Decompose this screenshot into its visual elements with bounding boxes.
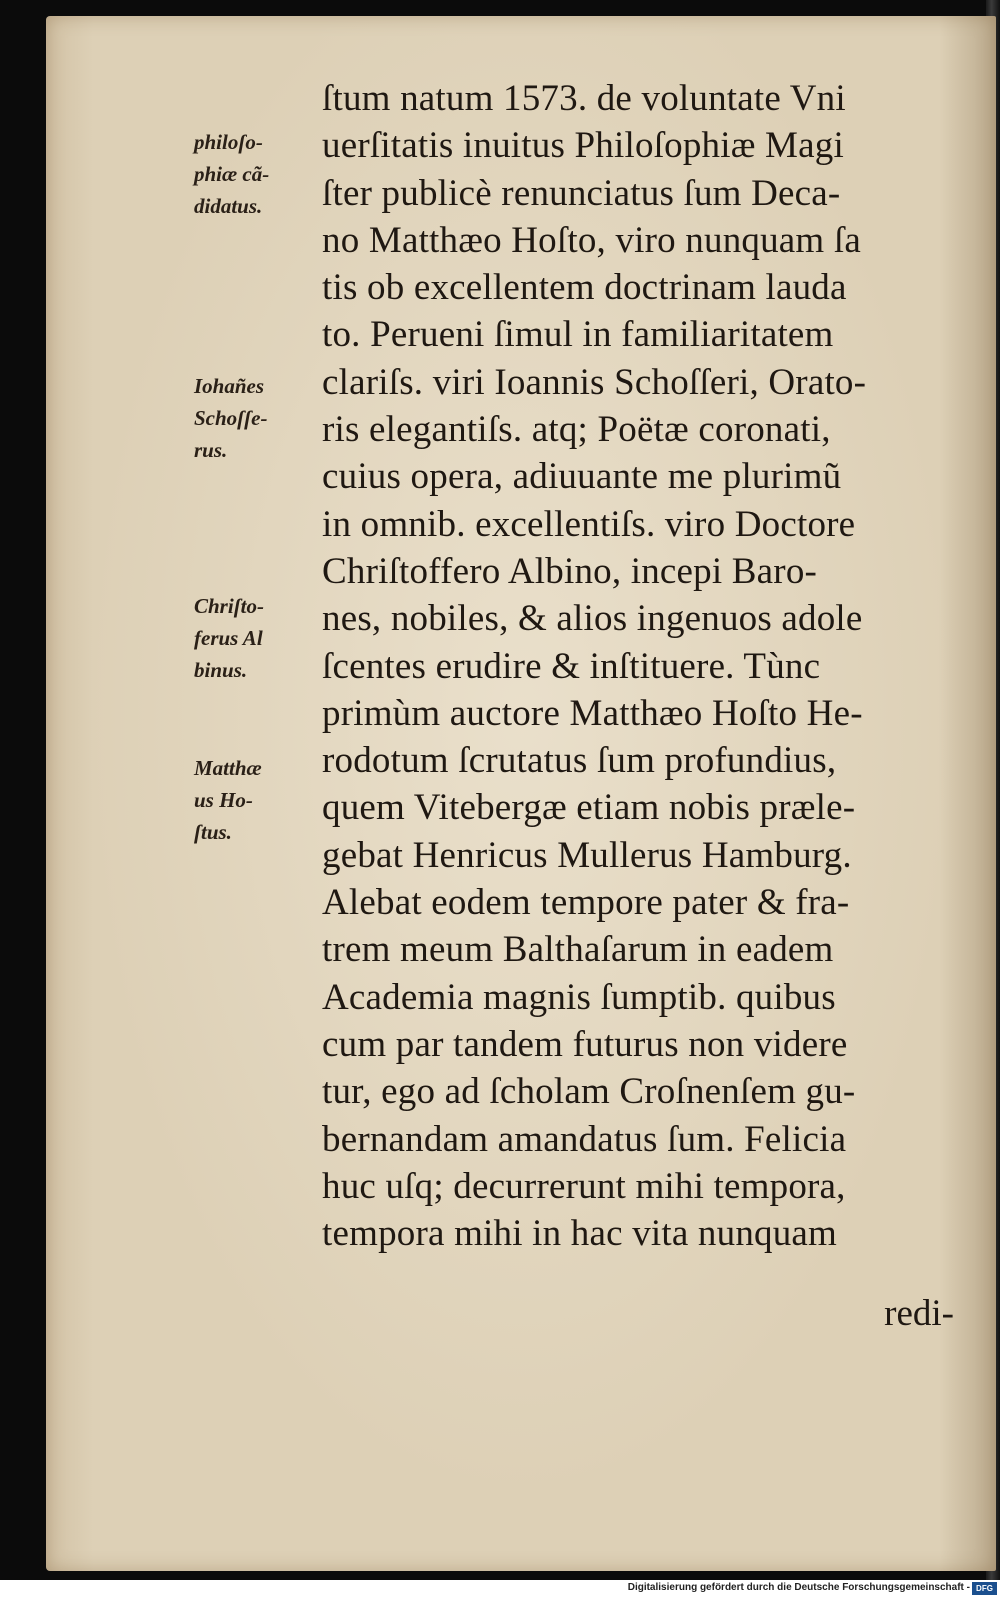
text-line: tempora mihi in hac vita nunquam <box>322 1213 838 1255</box>
text-line: huc uſq; decurrerunt mihi tempora, <box>322 1165 846 1207</box>
text-line: trem meum Balthaſarum in eadem <box>322 929 834 971</box>
text-line: rodotum ſcrutatus ſum profundius, <box>322 740 837 782</box>
main-text-block <box>322 75 962 1257</box>
margin-note-johannes-schosserus: Iohañes Schoſſe- rus. <box>194 374 268 462</box>
text-line: Alebat eodem tempore pater & fra- <box>322 882 850 924</box>
text-line: ſtum natum 1573. de voluntate Vni <box>322 78 846 119</box>
text-line: ſcentes erudire & inſtituere. Tùnc <box>322 645 821 687</box>
text-line: Academia magnis ſumptib. quibus <box>322 976 836 1018</box>
text-line: Chriſtoffero Albino, incepi Baro- <box>322 550 818 592</box>
text-line: cuius opera, adiuuante me plurimũ <box>322 456 842 498</box>
text-line: no Matthæo Hoſto, viro nunquam ſa <box>322 219 861 261</box>
dfg-logo: DFG <box>972 1582 997 1595</box>
text-line: cum par tandem futurus non videre <box>322 1023 848 1065</box>
margin-note-matthaeus-hostus: Matthæ us Ho- ſtus. <box>194 756 262 844</box>
text-line: tur, ego ad ſcholam Croſnenſem gu- <box>322 1071 856 1113</box>
margin-note-christoferus-albinus: Chriſto- ferus Al binus. <box>194 594 265 682</box>
text-line: ris elegantiſs. atq; Poëtæ coronati, <box>322 409 831 451</box>
text-line: to. Perueni ſimul in familiaritatem <box>322 314 834 356</box>
text-line: tis ob excellentem doctrinam lauda <box>322 267 847 309</box>
text-line: bernandam amandatus ſum. Felicia <box>322 1118 847 1160</box>
text-line: in omnib. excellentiſs. viro Doctore <box>322 503 856 545</box>
footer-credit: Digitalisierung gefördert durch die Deutsche Forschungsgemeinschaft - <box>627 1582 970 1593</box>
text-line: clariſs. viri Ioannis Schoſſeri, Orato- <box>322 361 867 403</box>
text-line: nes, nobiles, & alios ingenuos adole <box>322 598 863 640</box>
text-line: ſter publicè renunciatus ſum Deca- <box>322 172 841 214</box>
text-line: quem Vitebergæ etiam nobis præle- <box>322 787 856 829</box>
text-line: uerſitatis inuitus Philoſophiæ Magi <box>322 125 844 167</box>
margin-note-philosophiae-candidatus: philoſo- phiæ cã- didatus. <box>194 130 270 218</box>
text-line: primùm auctore Matthæo Hoſto He- <box>322 692 863 734</box>
text-line: gebat Henricus Mullerus Hamburg. <box>322 834 852 876</box>
catchword: redi- <box>884 1293 954 1334</box>
